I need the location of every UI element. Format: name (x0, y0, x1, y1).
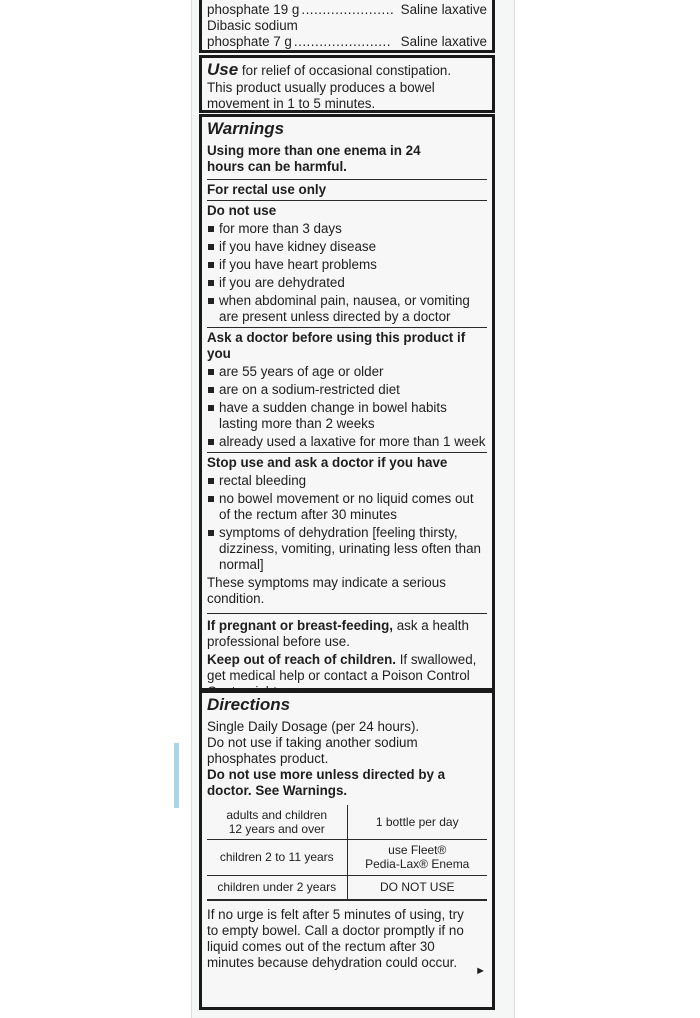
list-item: are on a sodium-restricted diet (207, 382, 487, 398)
cell-line: 1 bottle per day (375, 814, 459, 829)
blue-accent-strip (174, 743, 179, 808)
use-text: for relief of occasional constipation. (241, 63, 452, 78)
ingredient-row-1 (207, 2, 487, 18)
table-cell-dose (347, 805, 487, 839)
ingredient-name: phosphate 7 g (207, 34, 292, 49)
use-box (199, 55, 495, 113)
table-cell-who (207, 805, 347, 839)
table-row (207, 805, 487, 839)
directions-line: Single Daily Dosage (per 24 hours). (207, 719, 420, 734)
use-heading: Use (207, 60, 239, 79)
directions-heading: Directions (207, 695, 291, 714)
list-item: rectal bleeding (207, 473, 487, 489)
table-cell-who (207, 875, 347, 899)
warning-intro-line: Using more than one enema in 24 (207, 143, 421, 158)
do-not-use-list (207, 221, 487, 325)
table-cell-dose (347, 875, 487, 899)
stop-use-section (207, 452, 487, 607)
stop-use-list (207, 473, 487, 573)
ingredient-purpose: Saline laxative (400, 34, 487, 49)
directions-box (199, 690, 495, 1010)
cell-line: use Fleet® (388, 843, 447, 857)
continue-arrow-icon: ► (475, 965, 486, 977)
cell-line: DO NOT USE (380, 880, 455, 894)
list-item: if you are dehydrated (207, 275, 487, 291)
cell-line: adults and children (226, 807, 328, 822)
ingredient-name: phosphate 19 g (207, 2, 300, 17)
list-item: for more than 3 days (207, 221, 487, 237)
leader-dots: ...................... (301, 2, 395, 17)
list-item: have a sudden change in bowel habits lasting more than 2 weeks (207, 400, 487, 432)
ingredient-row-2 (207, 34, 487, 50)
rectal-use-only: For rectal use only (207, 179, 487, 198)
pregnancy-warning (207, 613, 487, 650)
keep-out-text: If swallowed, get medical help or contact a Poison Control (207, 652, 477, 683)
dosage-table (207, 805, 487, 900)
table-cell-who (207, 839, 347, 875)
pregnancy-bold: If pregnant or breast-feeding, (207, 618, 393, 633)
cell-line: Pedia-Lax® Enema (365, 857, 470, 871)
list-item: are 55 years of age or older (207, 364, 487, 380)
directions-bold-note: Do not use more unless directed by a doctor. See Warnings. (207, 767, 446, 798)
use-line-2: This product usually produces a bowel (207, 80, 435, 95)
pregnancy-text: ask a health professional before use. (207, 618, 469, 649)
keep-out-bold: Keep out of reach of children. (207, 652, 396, 667)
stop-use-note: These symptoms may indicate a serious condition. (207, 575, 446, 606)
leader-dots: ....................... (293, 34, 391, 49)
directions-line: Do not use if taking another sodium phosphates product. (207, 735, 418, 766)
cell-line: 12 years and over (228, 821, 325, 836)
table-cell-dose (347, 839, 487, 875)
table-row (207, 839, 487, 875)
list-item: if you have heart problems (207, 257, 487, 273)
table-row (207, 875, 487, 899)
list-item: no bowel movement or no liquid comes out of the rectum after 30 minutes (207, 491, 487, 523)
active-ingredients-box (199, 0, 495, 53)
list-item: when abdominal pain, nausea, or vomiting are present unless directed by a doctor (207, 293, 487, 325)
ingredient-purpose: Saline laxative (400, 2, 487, 17)
warning-intro-line: hours can be harmful. (207, 159, 347, 174)
list-item: already used a laxative for more than 1 week (207, 434, 487, 450)
warning-intro (207, 143, 487, 175)
stop-use-heading: Stop use and ask a doctor if you have (207, 455, 448, 470)
ask-doctor-list (207, 364, 487, 450)
ask-doctor-section (207, 327, 487, 450)
ask-doctor-heading: Ask a doctor before using this product if you (207, 330, 466, 361)
do-not-use-heading: Do not use (207, 203, 277, 218)
ingredient-label: Dibasic sodium (207, 18, 298, 33)
use-line-3: movement in 1 to 5 minutes. (207, 96, 376, 111)
list-item: symptoms of dehydration [feeling thirsty, dizziness, vomiting, urinating less often than normal] (207, 525, 487, 573)
cell-line: children 2 to 11 years (219, 850, 334, 864)
warnings-heading: Warnings (207, 119, 285, 138)
do-not-use-section (207, 200, 487, 325)
cell-line: children under 2 years (217, 880, 337, 894)
list-item: if you have kidney disease (207, 239, 487, 255)
use-line-1 (207, 60, 487, 80)
warnings-box (199, 114, 495, 691)
directions-final-note: If no urge is felt after 5 minutes of using, try to empty bowel. Call a doctor promptly if no liquid comes out of the rectum after 30 minutes because dehydration could occur. (207, 900, 487, 971)
